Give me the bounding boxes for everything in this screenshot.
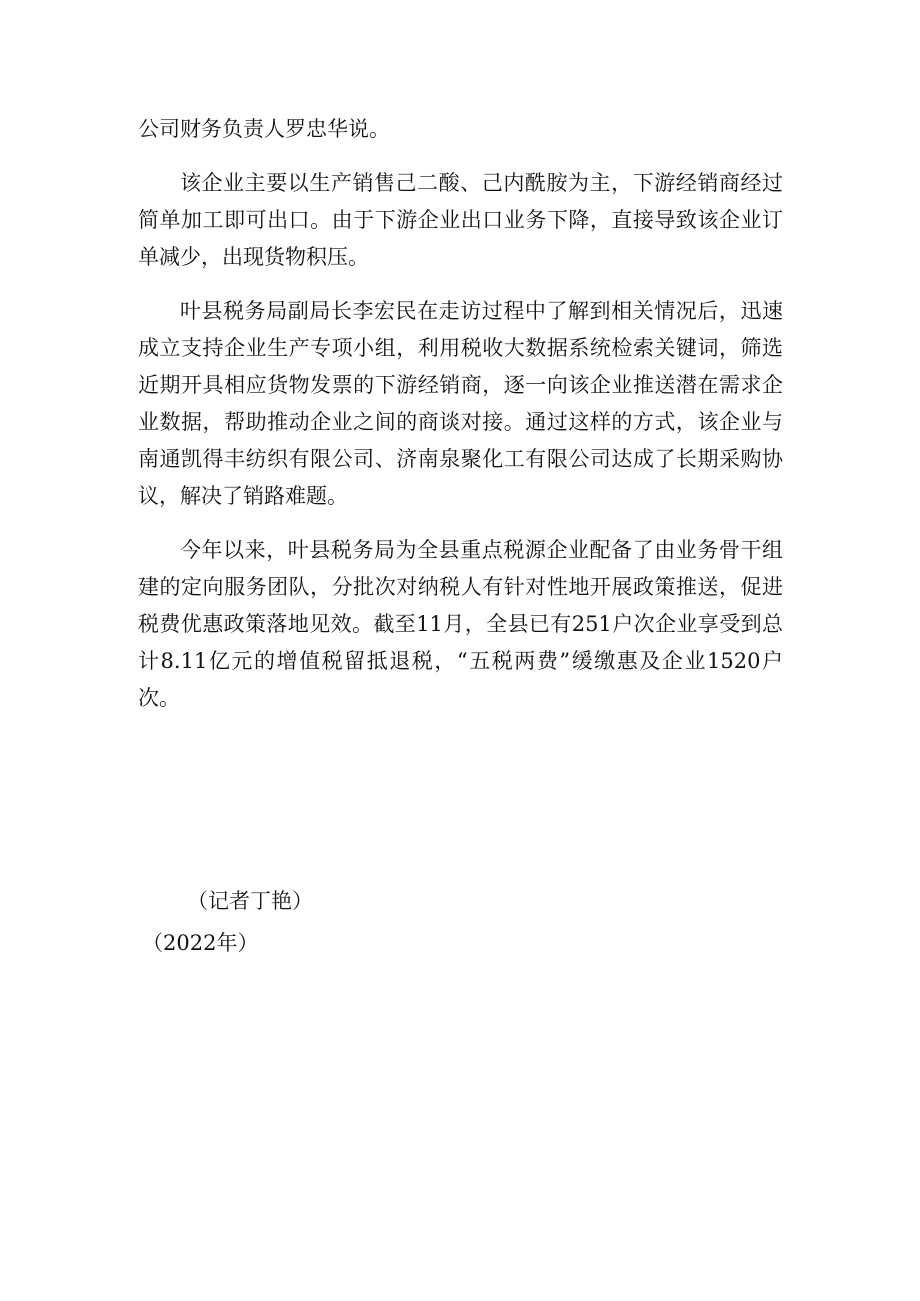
reporter-byline: （记者丁艳） (187, 889, 313, 913)
publication-year: （2022年） (142, 931, 259, 955)
paragraph-continuation: 公司财务负责人罗忠华说。 (138, 117, 390, 141)
article-body (138, 111, 783, 734)
paragraph-enterprise-background: 该企业主要以生产销售己二酸、己内酰胺为主，下游经销商经过简单加工即可出口。由于下游企业出口业务下降，直接导致该企业订单减少，出现货物积压。 (138, 171, 783, 269)
paragraph-tax-bureau-action: 叶县税务局副局长李宏民在走访过程中了解到相关情况后，迅速成立支持企业生产专项小组，利用税收大数据系统检索关键词，筛选近期开具相应货物发票的下游经销商，逐一向该企业推送潜在需求企业数据，帮助推动企业之间的商谈对接。通过这样的方式，该企业与南通凯得丰纺织有限公司、济南泉聚化工有限公司达成了长期采购协议，解决了销路难题。 (138, 299, 783, 508)
paragraph-policy-results: 今年以来，叶县税务局为全县重点税源企业配备了由业务骨干组建的定向服务团队，分批次对纳税人有针对性地开展政策推送，促进税费优惠政策落地见效。截至11月，全县已有251户次企业享受到总计8.11亿元的增值税留抵退税，“五税两费”缓缴惠及企业1520户次。 (138, 538, 783, 710)
